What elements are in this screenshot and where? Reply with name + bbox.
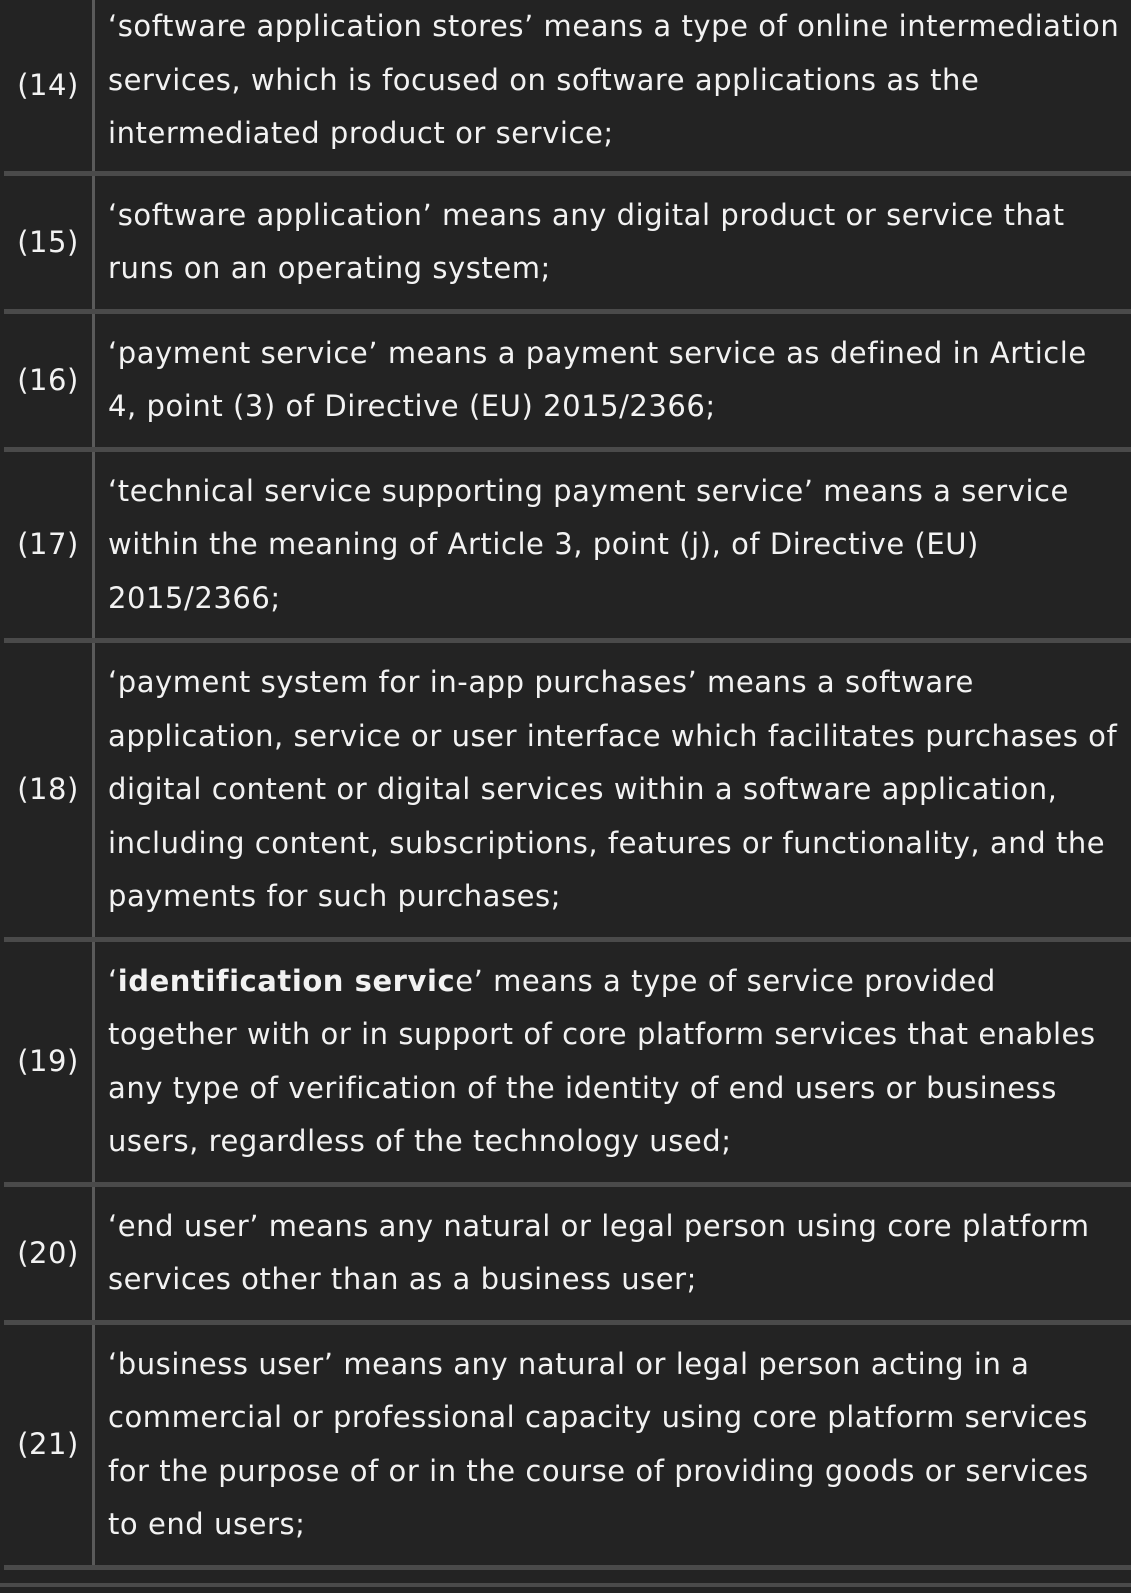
definition-text-cell	[94, 173, 1131, 311]
definition-row	[4, 939, 1131, 1184]
definition-row	[4, 0, 1131, 173]
definition-number: (14)	[4, 0, 94, 173]
definition-text-cell	[94, 1184, 1131, 1322]
definition-text-cell	[94, 1322, 1131, 1567]
definition-row	[4, 641, 1131, 940]
definition-text: ‘payment system for in-app purchases’ means a software application, service or user interface which facilitates purchases of digital content or digital services within a software application, including content, subscriptions, features or functionality, and the payments for such purchases;	[108, 665, 1118, 913]
definition-text-cell	[94, 641, 1131, 940]
definition-text: ‘technical service supporting payment service’ means a service within the meaning of Article 3, point (j), of Directive (EU) 2015/2366;	[108, 473, 1069, 615]
definition-text: ‘software application’ means any digital product or service that runs on an operating system;	[108, 197, 1065, 285]
definition-row	[4, 173, 1131, 311]
definition-number: (16)	[4, 311, 94, 449]
definition-row	[4, 311, 1131, 449]
definition-text	[108, 942, 1123, 1182]
definition-row	[4, 1184, 1131, 1322]
definition-text: ‘payment service’ means a payment service as defined in Article 4, point (3) of Directive (EU) 2015/2366;	[108, 335, 1087, 423]
definition-row	[4, 449, 1131, 641]
definition-number: (17)	[4, 449, 94, 641]
definition-text-cell	[94, 939, 1131, 1184]
definition-number: (21)	[4, 1322, 94, 1567]
definition-text: ‘end user’ means any natural or legal person using core platform services other than as a business user;	[108, 1208, 1090, 1296]
definition-quote: ‘	[108, 963, 118, 998]
definition-number: (15)	[4, 173, 94, 311]
definition-text-cell	[94, 311, 1131, 449]
definition-row	[4, 1322, 1131, 1567]
definition-term-bold: identification servic	[117, 963, 456, 998]
definition-text-cell	[94, 449, 1131, 641]
definition-text: ‘software application stores’ means a type of online intermediation services, which is focused on software applications as the intermediated product or service;	[108, 9, 1120, 150]
definitions-table	[4, 0, 1131, 1570]
definition-number: (20)	[4, 1184, 94, 1322]
definition-number: (18)	[4, 641, 94, 940]
definition-text-cell	[94, 0, 1131, 173]
page-divider	[0, 1583, 1131, 1587]
definition-number: (19)	[4, 939, 94, 1184]
definition-text: ‘business user’ means any natural or legal person acting in a commercial or professional capacity using core platform services for the purpose of or in the course of providing goods or services to end users;	[108, 1346, 1089, 1541]
definition-body: e’ means a type of service provided together with or in support of core platform services that enables any type of verification of the identity of end users or business users, regardless of the technology used;	[108, 963, 1096, 1158]
